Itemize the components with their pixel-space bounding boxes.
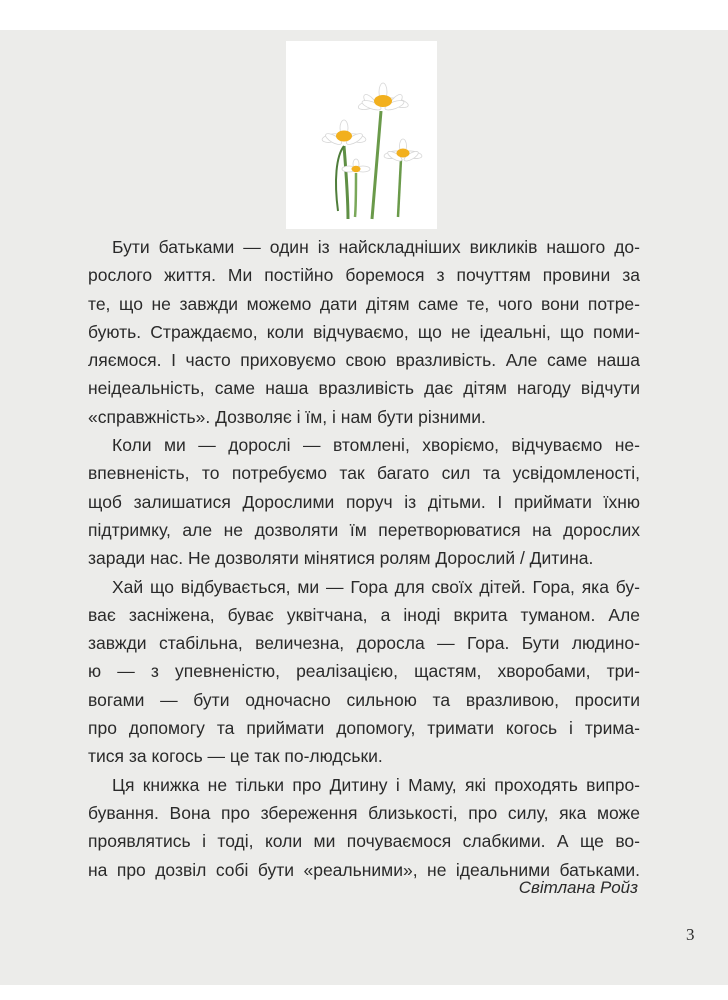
text-line: завжди стабільна, величезна, доросла — Гора. Бути людино- xyxy=(88,633,640,654)
text-line: бування. Вона про збереження близькості, про силу, яка може xyxy=(88,802,640,823)
text-line: заради нас. Не дозволяти мінятися ролям Дорослий / Дитина. xyxy=(88,548,594,569)
text-line: Хай що відбувається, ми — Гора для своїх дітей. Гора, яка бу- xyxy=(112,576,640,597)
author-signature: Світлана Ройз xyxy=(518,878,638,897)
text-line: Бути батьками — один із найскладніших викликів нашого до- xyxy=(112,237,640,257)
text-line: тися за когось — це так по-людськи. xyxy=(88,746,383,767)
text-line: щоб залишатися Дорослими поруч із дітьми. І приймати їхню xyxy=(88,491,640,512)
book-page xyxy=(0,30,728,985)
text-line: «справжність». Дозволяє і їм, і нам бути різними. xyxy=(88,406,486,427)
text-line: Коли ми — дорослі — втомлені, хворіємо, відчуваємо не- xyxy=(112,435,640,456)
text-line: ю — з упевненістю, реалізацією, щастям, хворобами, три- xyxy=(88,661,640,682)
page-number: 3 xyxy=(686,925,695,944)
text-line: проявлятись і тоді, коли ми почуваємося слабкими. А ще во- xyxy=(88,831,640,852)
text-line: те, що не завжди можемо дати дітям саме те, чого вони потре- xyxy=(88,293,640,314)
text-line: ляємося. І часто приховуємо свою вразливість. Але саме наша xyxy=(88,350,640,371)
text-line: вогами — бути одночасно сильною та вразливою, просити xyxy=(88,689,640,710)
text-line: бують. Страждаємо, коли відчуваємо, що не ідеальні, що поми- xyxy=(88,321,640,342)
text-line: ває засніжена, буває уквітчана, а іноді вкрита туманом. Але xyxy=(88,604,640,625)
text-line: рослого життя. Ми постійно боремося з почуттям провини за xyxy=(88,265,640,286)
text-line: про допомогу та приймати допомогу, тримати когось і трима- xyxy=(88,718,640,739)
body-text xyxy=(88,233,640,884)
text-line: впевненість, то потребуємо так багато сил та усвідомленості, xyxy=(88,463,640,484)
text-line: підтримку, але не дозволяти їм перетворюватися на дорослих xyxy=(88,519,640,540)
text-line: Ця книжка не тільки про Дитину і Маму, які проходять випро- xyxy=(112,774,640,795)
text-line: на про дозвіл собі бути «реальними», не ідеальними батьками. xyxy=(88,859,640,880)
chamomile-flowers-icon xyxy=(286,41,437,229)
text-line: неідеальність, саме наша вразливість дає дітям нагоду відчути xyxy=(88,378,640,399)
